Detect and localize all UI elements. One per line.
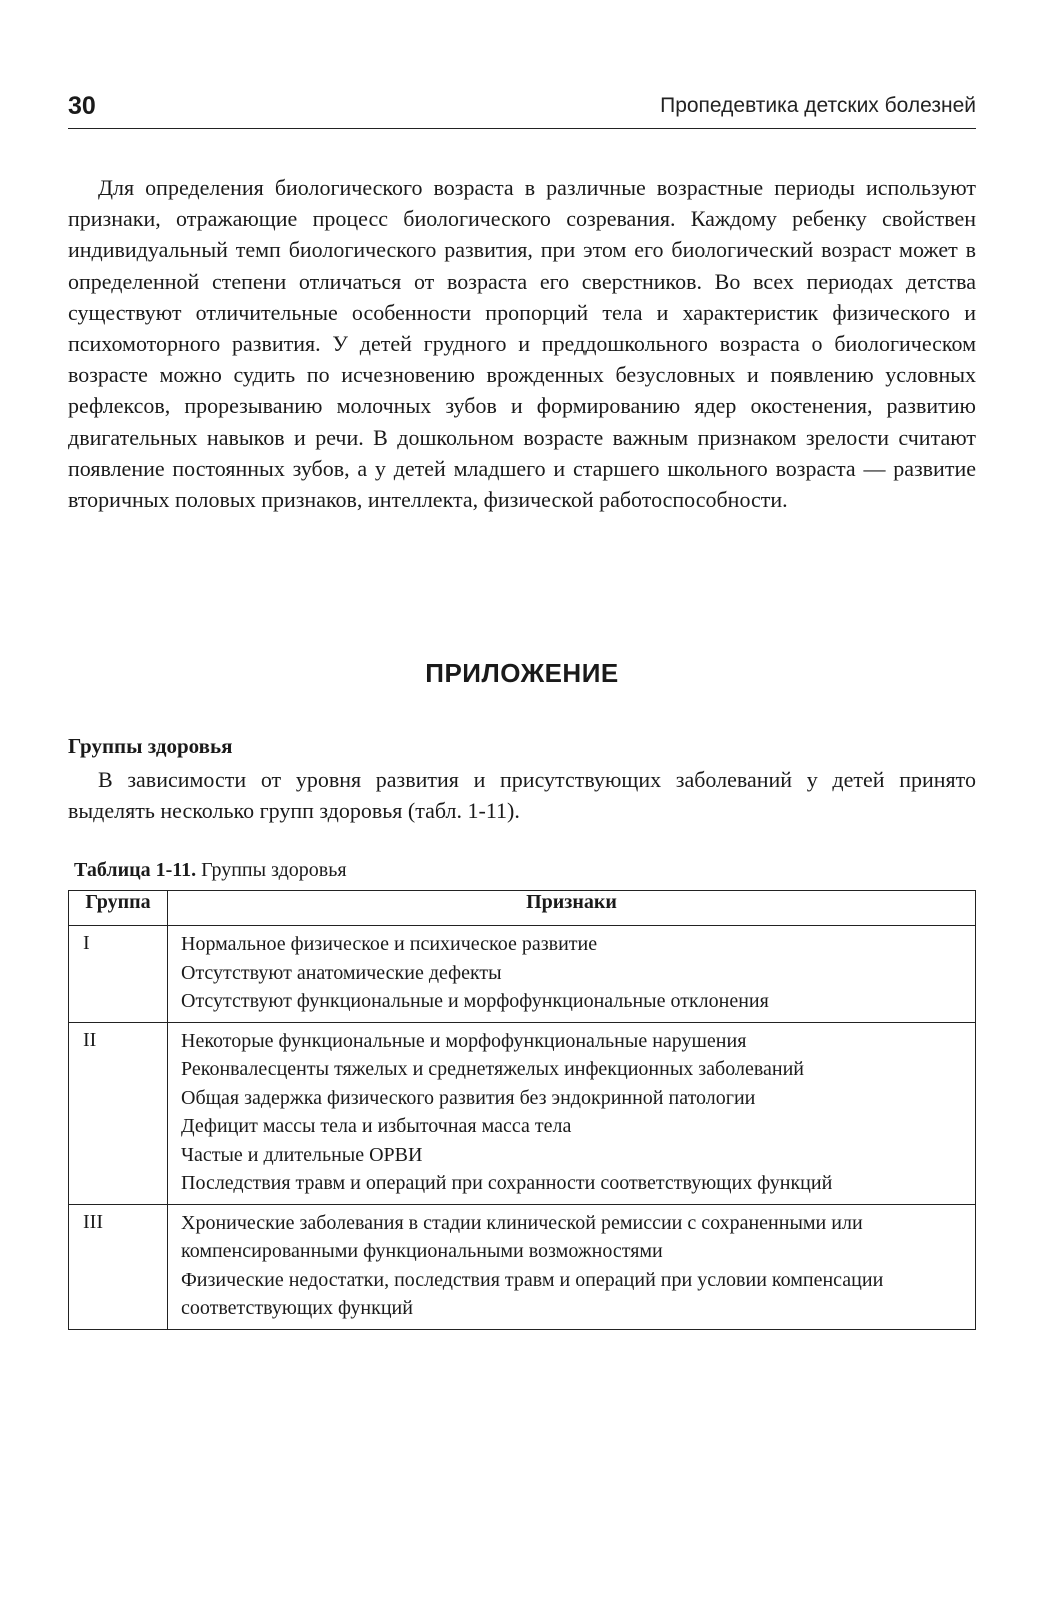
table-row bbox=[69, 926, 976, 1023]
group-cell: II bbox=[69, 1022, 168, 1204]
page-number: 30 bbox=[68, 92, 96, 120]
sign-item: Некоторые функциональные и морфофункциональные нарушения bbox=[181, 1029, 747, 1052]
signs-cell bbox=[168, 1022, 976, 1204]
sign-item: Отсутствуют функциональные и морфофункциональные отклонения bbox=[181, 990, 769, 1012]
group-cell: I bbox=[69, 926, 168, 1023]
column-header-group: Группа bbox=[69, 891, 168, 926]
appendix-heading: ПРИЛОЖЕНИЕ bbox=[425, 658, 619, 688]
book-title: Пропедевтика детских болезней bbox=[660, 94, 976, 117]
sign-item: Последствия травм и операций при сохранности соответствующих функций bbox=[181, 1172, 833, 1194]
sign-item: Нормальное физическое и психическое развитие bbox=[181, 933, 598, 955]
group-cell: III bbox=[69, 1204, 168, 1329]
body-paragraph: Для определения биологического возраста в различные возрастные периоды используют признаки, отражающие процесс биологического созревания. Каждому ребенку свойствен индивидуальный темп биологического развития, при этом его биологический возраст может в определенной степени отличаться от возраста его сверстников. Во всех периодах детства существуют отличительные особенности пропорций тела и характеристик физического и психомоторного развития. У детей грудного и преддошкольного возраста о биологическом возрасте можно судить по исчезновению врожденных безусловных и появлению условных рефлексов, прорезыванию молочных зубов и формированию ядер окостенения, развитию двигательных навыков и речи. В дошкольном возрасте важным признаком зрелости считают появление постоянных зубов, а у детей младшего и старшего школьного возраста — развитие вторичных половых признаков, интеллекта, физической работоспособности. bbox=[68, 175, 976, 513]
sign-item: Отсутствуют анатомические дефекты bbox=[181, 961, 502, 984]
table-row bbox=[69, 1204, 976, 1329]
column-header-signs: Признаки bbox=[168, 891, 976, 926]
signs-cell bbox=[168, 1204, 976, 1329]
signs-cell bbox=[168, 926, 976, 1023]
sign-item: Частые и длительные ОРВИ bbox=[181, 1143, 423, 1166]
health-groups-table bbox=[68, 890, 976, 1330]
sign-item: Физические недостатки, последствия травм и операций при условии компенсации соответствующих функций bbox=[181, 1268, 884, 1319]
table-row bbox=[69, 1022, 976, 1204]
table-header-row bbox=[69, 891, 976, 926]
running-header bbox=[68, 88, 976, 129]
sign-item: Реконвалесценты тяжелых и среднетяжелых инфекционных заболеваний bbox=[181, 1058, 804, 1080]
intro-paragraph: В зависимости от уровня развития и присутствующих заболеваний у детей принято выделять несколько групп здоровья (табл. 1-11). bbox=[68, 767, 976, 823]
sign-item: Дефицит массы тела и избыточная масса тела bbox=[181, 1115, 572, 1137]
table-caption bbox=[74, 859, 347, 882]
section-subheading: Группы здоровья bbox=[68, 734, 233, 758]
sign-item: Хронические заболевания в стадии клинической ремиссии с сохраненными или компенсированными функциональными возможностями bbox=[181, 1211, 863, 1262]
sign-item: Общая задержка физического развития без эндокринной патологии bbox=[181, 1086, 756, 1109]
table-caption-title: Группы здоровья bbox=[201, 859, 347, 881]
table-caption-label: Таблица 1-11. bbox=[74, 859, 197, 881]
